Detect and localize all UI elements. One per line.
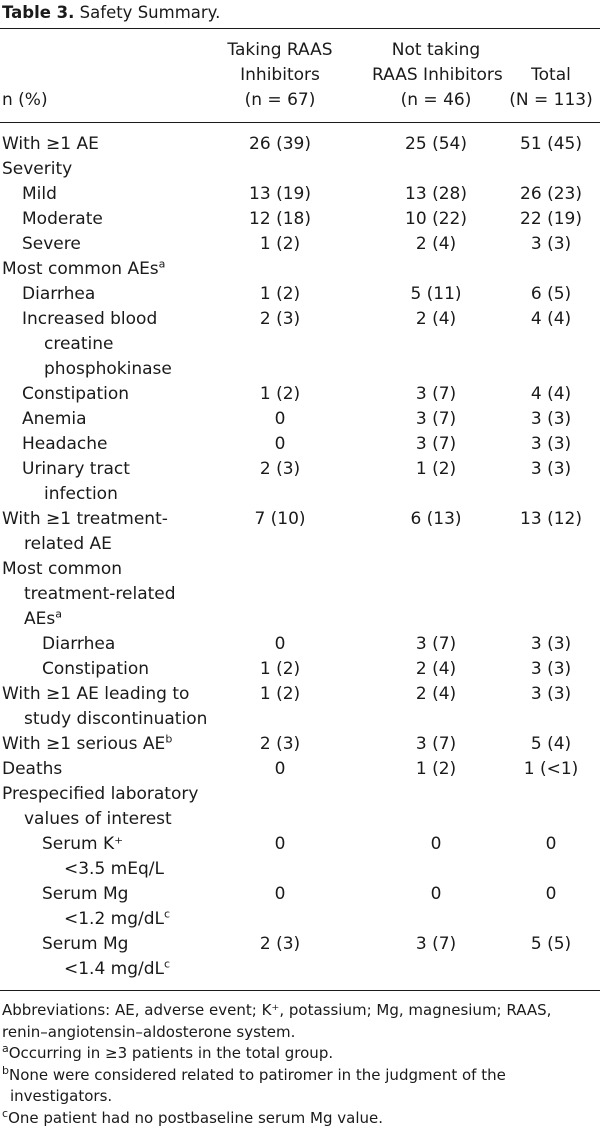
- value-cell: 5 (5): [530, 934, 572, 954]
- value-cell: 0: [274, 409, 286, 429]
- value-cell: 13 (19): [249, 184, 311, 204]
- footnote-mark: a: [158, 257, 166, 271]
- footnote-line: [2, 1065, 506, 1087]
- footnote-text: One patient had no postbaseline serum Mg value.: [8, 1108, 384, 1127]
- value-cell: 3 (7): [415, 384, 457, 404]
- footnote-mark: a: [55, 607, 62, 621]
- value-cell: 26 (39): [249, 134, 311, 154]
- value-cell: 2 (4): [415, 309, 457, 329]
- value-cell: 3 (7): [415, 934, 457, 954]
- row-label: Increased blood: [22, 309, 158, 329]
- row-label: <3.5 mEq/L: [64, 859, 164, 879]
- value-cell: 2 (4): [415, 684, 457, 704]
- row-label: Severity: [2, 159, 73, 179]
- footnote-line: [2, 1022, 295, 1044]
- value-cell: 0: [274, 634, 286, 654]
- row-label: Serum Mg: [42, 884, 129, 904]
- row-label: study discontinuation: [24, 709, 208, 729]
- value-cell: 3 (3): [530, 684, 572, 704]
- value-cell: 12 (18): [249, 209, 311, 229]
- value-cell: 0: [274, 434, 286, 454]
- value-cell: 1 (2): [415, 459, 457, 479]
- footnote-line: [2, 1000, 551, 1022]
- value-cell: 22 (19): [520, 209, 582, 229]
- row-label-text: Most common AEs: [2, 259, 159, 279]
- table-title: Safety Summary.: [79, 3, 221, 22]
- value-cell: 5 (4): [530, 734, 572, 754]
- value-cell: 5 (11): [410, 284, 462, 304]
- row-label: [2, 257, 165, 282]
- row-label: creatine: [44, 334, 114, 354]
- row-label: Diarrhea: [42, 634, 116, 654]
- value-cell: 0: [274, 834, 286, 854]
- header-rule: [0, 122, 600, 123]
- row-label: Constipation: [42, 659, 150, 679]
- row-label: values of interest: [24, 809, 172, 829]
- value-cell: 3 (3): [530, 434, 572, 454]
- value-cell: 0: [274, 884, 286, 904]
- row-label: Constipation: [22, 384, 130, 404]
- value-cell: 0: [430, 884, 442, 904]
- row-label: Moderate: [22, 209, 103, 229]
- row-label: Severe: [22, 234, 81, 254]
- header-col-not-taking: Not taking RAAS Inhibitors (n = 46): [372, 40, 503, 110]
- table-caption: [2, 2, 220, 24]
- row-label: phosphokinase: [44, 359, 172, 379]
- value-cell: 4 (4): [530, 309, 572, 329]
- footnote-line: [2, 1043, 333, 1065]
- value-cell: 25 (54): [405, 134, 467, 154]
- footnote-text: renin–angiotensin–aldosterone system.: [2, 1022, 296, 1041]
- table-number: Table 3.: [2, 3, 75, 22]
- value-cell: 3 (7): [415, 634, 457, 654]
- value-cell: 1 (2): [259, 234, 301, 254]
- value-cell: 2 (4): [415, 659, 457, 679]
- row-label: With ≥1 AE: [2, 134, 99, 154]
- row-label: Urinary tract: [22, 459, 130, 479]
- row-label: infection: [44, 484, 118, 504]
- bottom-rule: [0, 990, 600, 991]
- row-label: [64, 957, 170, 982]
- row-label-text: <1.2 mg/dL: [64, 909, 165, 929]
- row-label-text: <1.4 mg/dL: [64, 959, 165, 979]
- value-cell: 3 (7): [415, 409, 457, 429]
- footnote-text: Occurring in ≥3 patients in the total group.: [8, 1044, 334, 1062]
- value-cell: 3 (3): [530, 234, 572, 254]
- value-cell: 13 (28): [405, 184, 467, 204]
- footnote-mark: c: [164, 907, 171, 921]
- value-cell: 0: [545, 884, 557, 904]
- value-cell: 1 (2): [259, 284, 301, 304]
- value-cell: 6 (5): [530, 284, 572, 304]
- footnote-mark: a: [2, 1042, 9, 1055]
- row-label-text: With ≥1 serious AE: [2, 734, 166, 754]
- value-cell: 3 (7): [415, 734, 457, 754]
- value-cell: 13 (12): [520, 509, 582, 529]
- row-label: Anemia: [22, 409, 87, 429]
- footnote-text: investigators.: [10, 1087, 113, 1105]
- row-label: Most common: [2, 559, 123, 579]
- row-label: [24, 607, 62, 632]
- row-label: With ≥1 treatment-: [2, 509, 168, 529]
- row-label: treatment-related: [24, 584, 176, 604]
- value-cell: 0: [274, 759, 286, 779]
- row-label: Serum Mg: [42, 934, 129, 954]
- top-rule: [0, 28, 600, 29]
- header-col-total: Total (N = 113): [509, 65, 593, 110]
- value-cell: 1 (2): [259, 659, 301, 679]
- value-cell: 7 (10): [254, 509, 306, 529]
- footnote-text: Abbreviations: AE, adverse event; K⁺, potassium; Mg, magnesium; RAAS,: [2, 1001, 552, 1019]
- row-label: Diarrhea: [22, 284, 96, 304]
- value-cell: 10 (22): [405, 209, 467, 229]
- header-row-label: n (%): [2, 90, 48, 110]
- value-cell: 2 (3): [259, 934, 301, 954]
- row-label: related AE: [24, 534, 112, 554]
- value-cell: 2 (4): [415, 234, 457, 254]
- footnote-mark: c: [2, 1106, 9, 1120]
- value-cell: 1 (2): [259, 684, 301, 704]
- footnote-line: [10, 1086, 112, 1108]
- value-cell: 0: [545, 834, 557, 854]
- row-label: Serum K⁺: [42, 834, 124, 854]
- value-cell: 2 (3): [259, 459, 301, 479]
- row-label: Deaths: [2, 759, 63, 779]
- row-label: [64, 907, 170, 932]
- footnote-mark: b: [165, 732, 173, 746]
- value-cell: 2 (3): [259, 734, 301, 754]
- row-label: With ≥1 AE leading to: [2, 684, 190, 704]
- footnote-text: None were considered related to patiromer in the judgment of the: [8, 1065, 506, 1084]
- row-label: Prespecified laboratory: [2, 784, 199, 804]
- footnote-mark: b: [2, 1063, 9, 1077]
- value-cell: 3 (3): [530, 659, 572, 679]
- value-cell: 3 (3): [530, 634, 572, 654]
- footnote-line: [2, 1108, 383, 1130]
- header-col-taking: Taking RAAS Inhibitors (n = 67): [227, 40, 333, 110]
- value-cell: 26 (23): [520, 184, 582, 204]
- row-label: Headache: [22, 434, 108, 454]
- value-cell: 3 (3): [530, 409, 572, 429]
- footnote-mark: c: [164, 957, 171, 971]
- value-cell: 6 (13): [410, 509, 462, 529]
- value-cell: 1 (2): [415, 759, 457, 779]
- value-cell: 3 (7): [415, 434, 457, 454]
- value-cell: 4 (4): [530, 384, 572, 404]
- value-cell: 2 (3): [259, 309, 301, 329]
- row-label: Mild: [22, 184, 57, 204]
- value-cell: 1 (2): [259, 384, 301, 404]
- row-label-text: AEs: [24, 609, 56, 629]
- value-cell: 1 (<1): [523, 759, 579, 779]
- value-cell: 3 (3): [530, 459, 572, 479]
- value-cell: 0: [430, 834, 442, 854]
- value-cell: 51 (45): [520, 134, 582, 154]
- row-label: [2, 732, 172, 757]
